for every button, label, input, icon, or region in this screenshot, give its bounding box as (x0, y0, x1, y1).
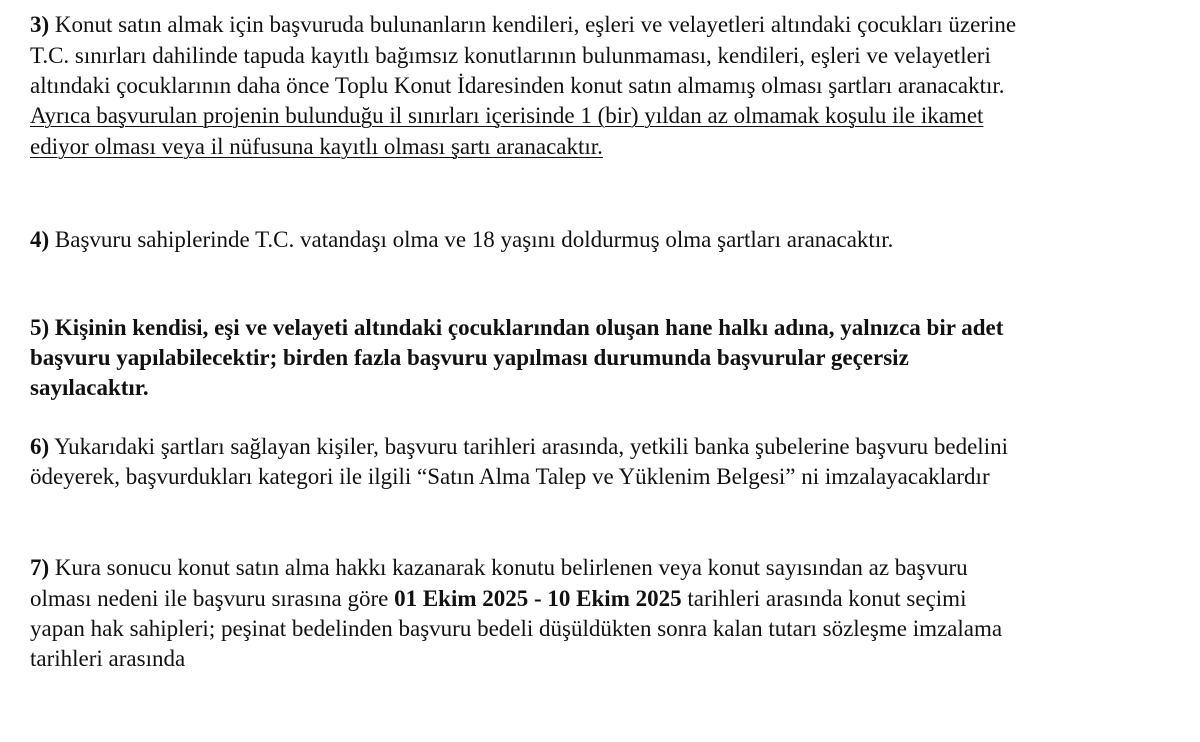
p4-line-1: 4) Başvuru sahiplerinde T.C. vatandaşı olma ve 18 yaşını doldurmuş olma şartları aranacaktır. (30, 227, 894, 252)
p6-number: 6) (30, 434, 50, 459)
p7-line-1: 7) Kura sonucu konut satın alma hakkı kazanarak konutu belirlenen veya konut sayısından az başvuru (30, 555, 968, 580)
p6-line-2: ödeyerek, başvurdukları kategori ile ilgili “Satın Alma Talep ve Yüklenim Belgesi” ni imzalayacaklardır (30, 464, 990, 489)
p5-line-2: başvuru yapılabilecektir; birden fazla başvuru yapılması durumunda başvurular geçersiz (30, 345, 909, 370)
p3-line-5-underlined: ediyor olması veya il nüfusuna kayıtlı olması şartı aranacaktır. (30, 134, 603, 159)
p7-line-4: tarihleri arasında (30, 646, 186, 671)
p5-line-3: sayılacaktır. (30, 375, 149, 400)
p3-number: 3) (30, 12, 50, 37)
p3-line-2: T.C. sınırları dahilinde tapuda kayıtlı bağımsız konutlarının bulunmaması, kendileri, eşleri ve velayetleri (30, 43, 991, 68)
p3-line-4-underlined: Ayrıca başvurulan projenin bulunduğu il sınırları içerisinde 1 (bir) yıldan az olmamak koşulu ile ikamet (30, 103, 984, 128)
p3-line-3: altındaki çocuklarının daha önce Toplu Konut İdaresinden konut satın almamış olması şartları aranacaktır. (30, 73, 1005, 98)
p3-line-1: 3) Konut satın almak için başvuruda bulunanların kendileri, eşleri ve velayetleri altındaki çocukları üzerine (30, 12, 1017, 37)
p7-date-range: 01 Ekim 2025 - 10 Ekim 2025 (394, 586, 682, 611)
p6-line-1: 6) Yukarıdaki şartları sağlayan kişiler, başvuru tarihleri arasında, yetkili banka şubelerine başvuru bedelini (30, 434, 1008, 459)
p7-line-3: yapan hak sahipleri; peşinat bedelinden başvuru bedeli düşüldükten sonra kalan tutarı sözleşme imzalama (30, 616, 1003, 641)
p5-line-1: 5) Kişinin kendisi, eşi ve velayeti altındaki çocuklarından oluşan hane halkı adına, yalnızca bir adet (30, 315, 1004, 340)
p4-number: 4) (30, 227, 50, 252)
p7-number: 7) (30, 555, 50, 580)
p7-line-2: olması nedeni ile başvuru sırasına göre 01 Ekim 2025 - 10 Ekim 2025 tarihleri arasında konut seçimi (30, 586, 967, 611)
